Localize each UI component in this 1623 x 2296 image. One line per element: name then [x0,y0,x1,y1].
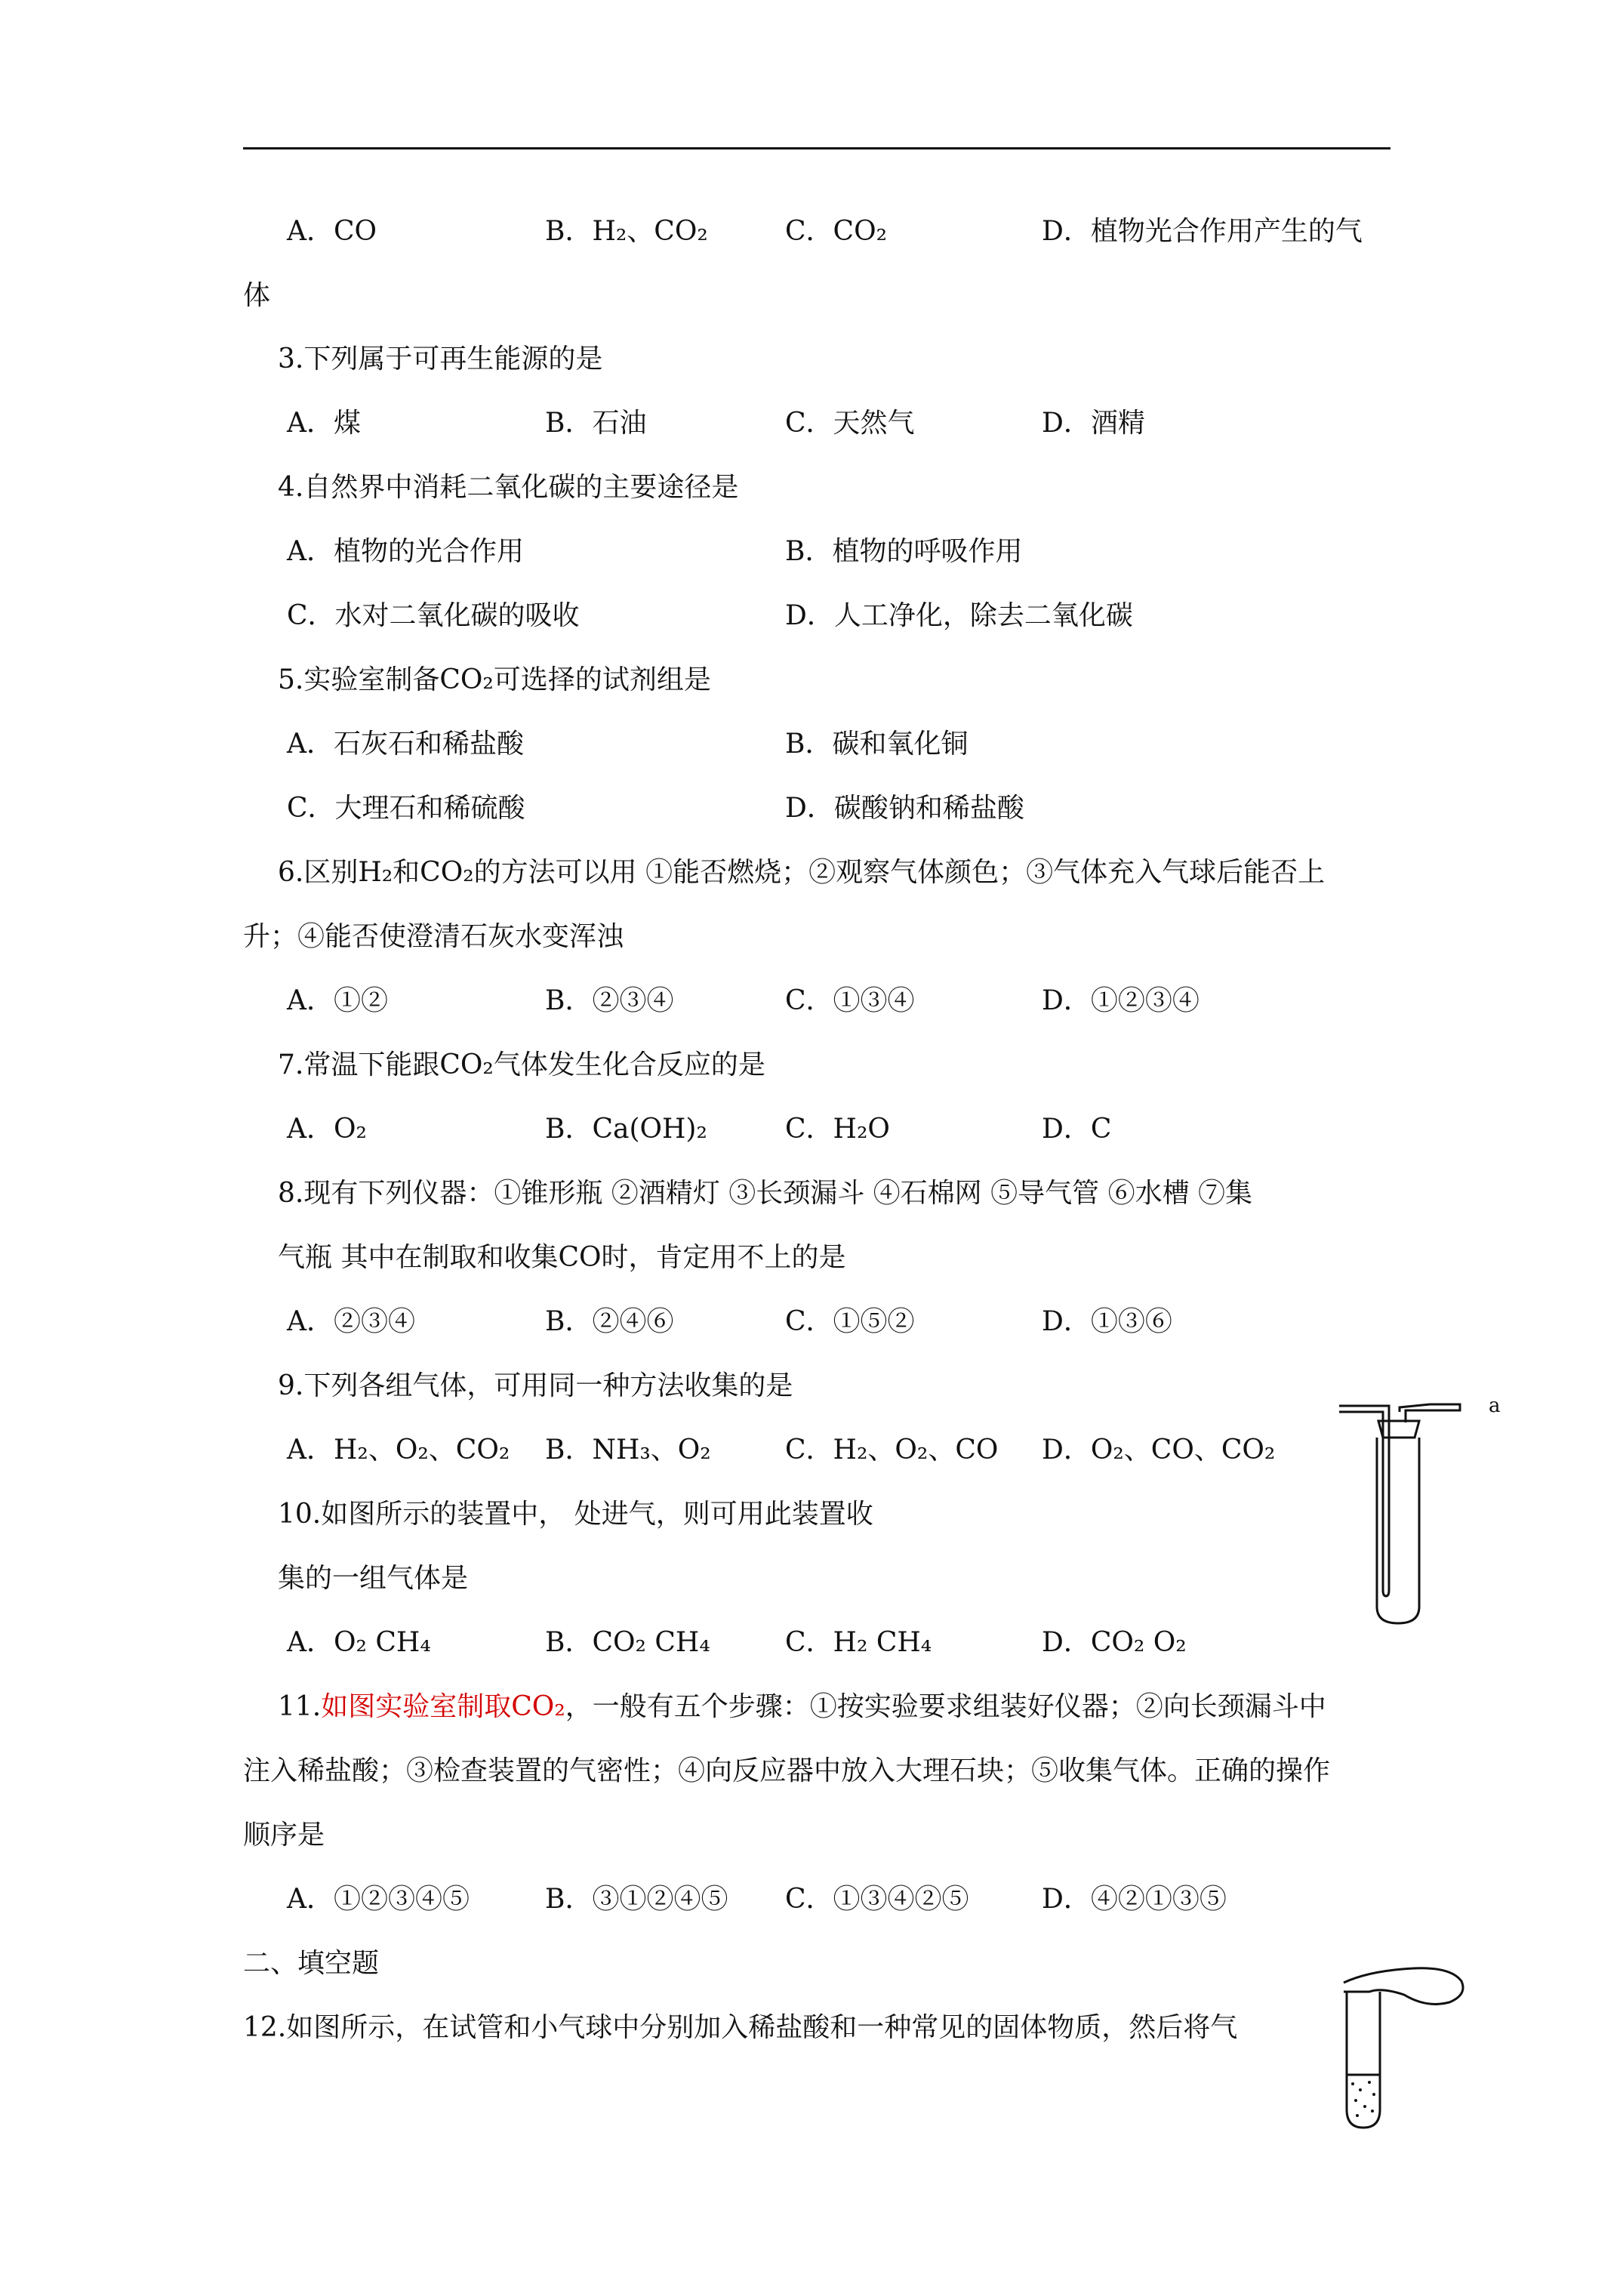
q3-option-c: C．天然气 [785,408,915,439]
q4-option-a: A．植物的光合作用 [287,536,524,567]
q3-option-b: B．石油 [545,408,647,439]
apparatus-label-a: a [1489,1395,1501,1417]
q8-stem-line2: 气瓶 其中在制取和收集CO时，肯定用不上的是 [278,1242,846,1273]
q11-highlight-red: 如图实验室制取CO₂ [321,1691,565,1722]
q10-stem-line1: 10.如图所示的装置中， 处进气，则可用此装置收 [278,1499,873,1530]
q7-stem: 7.常温下能跟CO₂气体发生化合反应的是 [278,1049,765,1080]
q10-stem-line2: 集的一组气体是 [278,1563,469,1594]
q2-option-a: A．CO [287,216,377,247]
q11-option-c: C．①③④②⑤ [785,1884,969,1915]
q7-option-b: B．Ca(OH)₂ [545,1114,707,1145]
q3-option-d: D．酒精 [1042,408,1145,439]
q7-option-a: A．O₂ [287,1114,367,1145]
q12-stem-line1: 12.如图所示，在试管和小气球中分别加入稀盐酸和一种常见的固体物质，然后将气 [243,2012,1238,2043]
q10-option-c: C．H₂ CH₄ [785,1627,932,1658]
q6-option-c: C．①③④ [785,985,915,1016]
q5-option-a: A．石灰石和稀盐酸 [287,729,524,760]
q5-option-c: C．大理石和稀硫酸 [287,793,525,824]
q5-option-d: D．碳酸钠和稀盐酸 [785,793,1024,824]
q11-option-b: B．③①②④⑤ [545,1884,728,1915]
q2-option-b: B．H₂、CO₂ [545,216,708,247]
q11-number: 11. [278,1691,322,1722]
q10-option-a: A．O₂ CH₄ [287,1627,431,1658]
test-tube-balloon-figure [1336,1962,1472,2135]
q3-option-a: A．煤 [287,408,361,439]
q4-option-c: C．水对二氧化碳的吸收 [287,600,580,631]
q9-option-b: B．NH₃、O₂ [545,1435,711,1465]
q6-stem-line2: 升；④能否使澄清石灰水变浑浊 [243,921,624,952]
q4-stem: 4.自然界中消耗二氧化碳的主要途径是 [278,472,739,503]
q4-option-b: B．植物的呼吸作用 [785,536,1023,567]
q8-option-d: D．①③⑥ [1042,1306,1172,1337]
q10-option-b: B．CO₂ CH₄ [545,1627,710,1658]
q7-option-d: D．C [1042,1114,1112,1145]
section-heading-fill-in: 二、填空题 [243,1948,380,1979]
q11-stem-rest: ，一般有五个步骤：①按实验要求组装好仪器；②向长颈漏斗中 [565,1691,1326,1722]
q5-stem: 5.实验室制备CO₂可选择的试剂组是 [278,664,711,695]
q9-stem: 9.下列各组气体，可用同一种方法收集的是 [278,1370,793,1401]
q6-option-d: D．①②③④ [1042,985,1200,1016]
q2-option-c: C．CO₂ [785,216,888,247]
q7-option-c: C．H₂O [785,1114,890,1145]
q8-option-c: C．①⑤② [785,1306,915,1337]
q6-option-b: B．②③④ [545,985,674,1016]
q3-stem: 3.下列属于可再生能源的是 [278,344,603,374]
q5-option-b: B．碳和氧化铜 [785,729,969,760]
q2-option-d-cont: 体 [243,280,271,311]
gas-collection-apparatus-figure [1329,1388,1525,1637]
q11-stem-line1 [278,1689,1326,1725]
q8-stem-line1: 8.现有下列仪器：①锥形瓶 ②酒精灯 ③长颈漏斗 ④石棉网 ⑤导气管 ⑥水槽 ⑦集 [278,1178,1253,1209]
q11-stem-line3: 顺序是 [243,1820,325,1851]
q6-stem-line1: 6.区别H₂和CO₂的方法可以用 ①能否燃烧；②观察气体颜色；③气体充入气球后能否上 [278,857,1326,888]
q9-option-a: A．H₂、O₂、CO₂ [287,1435,510,1465]
q8-option-b: B．②④⑥ [545,1306,674,1337]
q2-option-d: D．植物光合作用产生的气 [1042,216,1363,247]
q9-option-d: D．O₂、CO、CO₂ [1042,1435,1276,1465]
q11-option-a: A．①②③④⑤ [287,1884,470,1915]
q10-option-d: D．CO₂ O₂ [1042,1627,1187,1658]
q8-option-a: A．②③④ [287,1306,415,1337]
q11-option-d: D．④②①③⑤ [1042,1884,1227,1915]
q9-option-c: C．H₂、O₂、CO [785,1435,999,1465]
header-rule [243,147,1390,149]
q6-option-a: A．①② [287,985,388,1016]
q11-stem-line2: 注入稀盐酸；③检查装置的气密性；④向反应器中放入大理石块；⑤收集气体。正确的操作 [243,1755,1331,1786]
q4-option-d: D．人工净化，除去二氧化碳 [785,600,1133,631]
